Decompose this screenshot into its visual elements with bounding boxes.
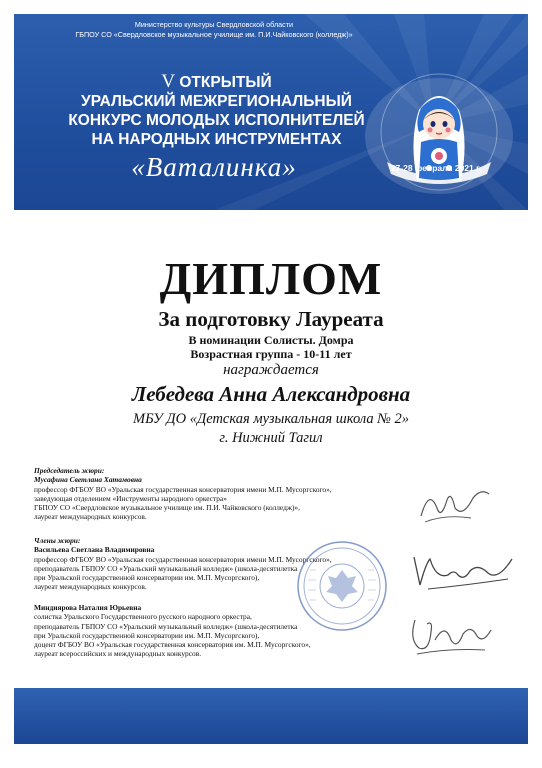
- official-stamp-icon: [296, 540, 388, 632]
- chair-signature-icon: [415, 478, 495, 528]
- jury-chair-detail: профессор ФГБОУ ВО «Уральская государственная консерватория имени М.П. Мусоргского»,: [34, 484, 332, 494]
- recipient-school: МБУ ДО «Детская музыкальная школа № 2»: [132, 411, 410, 427]
- member-2-signature-icon: [405, 610, 495, 658]
- diploma-title: ДИПЛОМ: [159, 253, 383, 304]
- jury-chair-block: [34, 466, 394, 522]
- awarded-text: награждается: [223, 362, 319, 378]
- contest-title: [44, 72, 389, 149]
- contest-edition: V: [161, 71, 176, 92]
- jury-chair-heading: Председатель жюри:: [34, 466, 105, 475]
- recipient-city: г. Нижний Тагил: [219, 430, 323, 446]
- ministry-line: Министерство культуры Свердловской области: [134, 20, 294, 29]
- contest-line-3: КОНКУРС МОЛОДЫХ ИСПОЛНИТЕЛЕЙ: [68, 112, 365, 129]
- age-group-text: Возрастная группа - 10-11 лет: [190, 347, 352, 361]
- jury-member-2-detail: преподаватель ГБПОУ СО «Уральский музыкальный колледж» (школа-десятилетка: [34, 621, 298, 631]
- jury-member-1-detail: лауреат международных конкурсов.: [34, 582, 147, 592]
- diploma-subtitle: За подготовку Лауреата: [158, 307, 384, 331]
- jury-member-2-detail: доцент ФГБОУ ВО «Уральская государственная консерватория им. М.П. Мусоргского»,: [34, 640, 311, 650]
- jury-chair-name: Мусафина Светлана Хатамовна: [34, 475, 142, 485]
- matryoshka-doll-icon: [359, 70, 519, 200]
- jury-member-1-detail: профессор ФГБОУ ВО «Уральская государственная консерватория имени М.П. Мусоргского»,: [34, 554, 332, 564]
- jury-member-2-detail: лауреат всероссийских и международных конкурсов.: [34, 649, 202, 659]
- jury-members-heading: Члены жюри:: [34, 536, 81, 545]
- jury-chair-detail: ГБПОУ СО «Свердловское музыкальное училище им. П.И. Чайковского (колледж)»,: [34, 503, 300, 513]
- nomination-text: В номинации Солисты. Домра: [188, 333, 354, 347]
- school-line: ГБПОУ СО «Свердловское музыкальное училище им. П.И.Чайковского (колледж)»: [75, 30, 353, 39]
- jury-member-2-detail: солистка Уральского Государственного русского народного оркестра,: [34, 612, 252, 622]
- header-banner: [14, 14, 528, 210]
- footer-band: [14, 688, 528, 744]
- recipient-name: Лебедева Анна Александровна: [131, 382, 411, 406]
- contest-date: 27-28 февраля 2021 г.: [390, 163, 482, 173]
- contest-line-2: УРАЛЬСКИЙ МЕЖРЕГИОНАЛЬНЫЙ: [81, 93, 352, 110]
- jury-member-1-name: Васильева Светлана Владимировна: [34, 545, 155, 555]
- jury-member-1-detail: при Уральской государственной консерватории им. М.П. Мусоргского),: [34, 573, 260, 583]
- contest-line-1: ОТКРЫТЫЙ: [179, 74, 272, 91]
- organizer-text: [14, 20, 414, 40]
- jury-member-2-detail: при Уральской государственной консерватории им. М.П. Мусоргского),: [34, 630, 260, 640]
- member-1-signature-icon: [408, 545, 518, 595]
- jury-member-2-name: Миндиярова Наталия Юрьевна: [34, 603, 142, 612]
- contest-brand-logo: «Ваталинка»: [131, 152, 297, 182]
- jury-member-1-detail: преподаватель ГБПОУ СО «Уральский музыкальный колледж» (школа-десятилетка: [34, 563, 298, 573]
- jury-chair-detail: заведующая отделением «Инструменты народного оркестра»: [34, 493, 227, 503]
- contest-line-4: НА НАРОДНЫХ ИНСТРУМЕНТАХ: [91, 131, 342, 148]
- jury-chair-detail: лауреат международных конкурсов.: [34, 512, 147, 522]
